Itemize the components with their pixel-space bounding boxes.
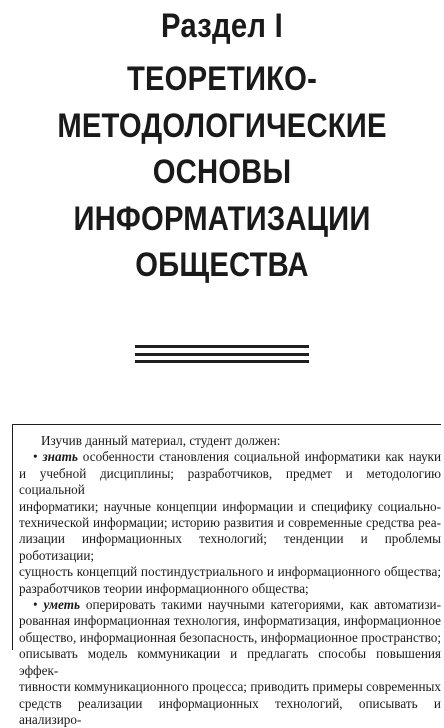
objective-line: информатики; научные концепции информации и специфику социально- bbox=[19, 499, 441, 515]
objective-line: общество, информационная безопасность, информационное пространство; bbox=[19, 630, 441, 646]
objectives-intro: Изучив данный материал, студент должен: bbox=[19, 433, 441, 449]
objective-line: лизации информационных технологий; тенденции и проблемы роботизации; bbox=[19, 531, 441, 564]
section-title-line: ИНФОРМАТИЗАЦИИ bbox=[31, 196, 413, 243]
objective-line bbox=[19, 449, 441, 465]
section-title-line: ОСНОВЫ bbox=[31, 149, 413, 196]
bullet-marker: • bbox=[33, 597, 38, 612]
objective-line: тивности коммуникационного процесса; приводить примеры современных bbox=[19, 679, 441, 695]
objective-keyword: знать bbox=[43, 449, 78, 464]
chapter-heading bbox=[31, 6, 413, 289]
section-title-line: ТЕОРЕТИКО- bbox=[31, 56, 413, 103]
objective-can bbox=[19, 597, 441, 728]
objective-line: средств реализации информационных технологий, описывать и анализиро- bbox=[19, 696, 441, 728]
objective-line: рованная информационная технология, информатизация, информационное bbox=[19, 613, 441, 629]
decorative-divider-line bbox=[135, 353, 309, 356]
section-label: Раздел I bbox=[31, 6, 413, 46]
objective-line bbox=[19, 597, 441, 613]
section-title-line: МЕТОДОЛОГИЧЕСКИЕ bbox=[31, 103, 413, 150]
objective-know bbox=[19, 449, 441, 597]
objective-text: оперировать такими научными категориями, как автоматизи- bbox=[80, 597, 441, 612]
learning-objectives-box bbox=[12, 424, 441, 650]
objective-text: особенности становления социальной информатики как науки bbox=[78, 449, 441, 464]
objective-line: технической информации; историю развития и современные средства реа- bbox=[19, 515, 441, 531]
decorative-divider-line bbox=[135, 360, 309, 363]
objective-line: разработчиков теории информационного общества; bbox=[19, 581, 441, 597]
bullet-marker: • bbox=[33, 449, 38, 464]
objective-line: и учебной дисциплины; разработчиков, предмет и методологию социальной bbox=[19, 466, 441, 499]
decorative-divider-line bbox=[135, 345, 309, 348]
objective-line: сущность концепций постиндустриального и информационного общества; bbox=[19, 564, 441, 580]
section-title-line: ОБЩЕСТВА bbox=[31, 242, 413, 289]
objective-keyword: уметь bbox=[43, 597, 80, 612]
objective-line: описывать модель коммуникации и предлагать способы повышения эффек- bbox=[19, 646, 441, 679]
section-title bbox=[31, 56, 413, 289]
